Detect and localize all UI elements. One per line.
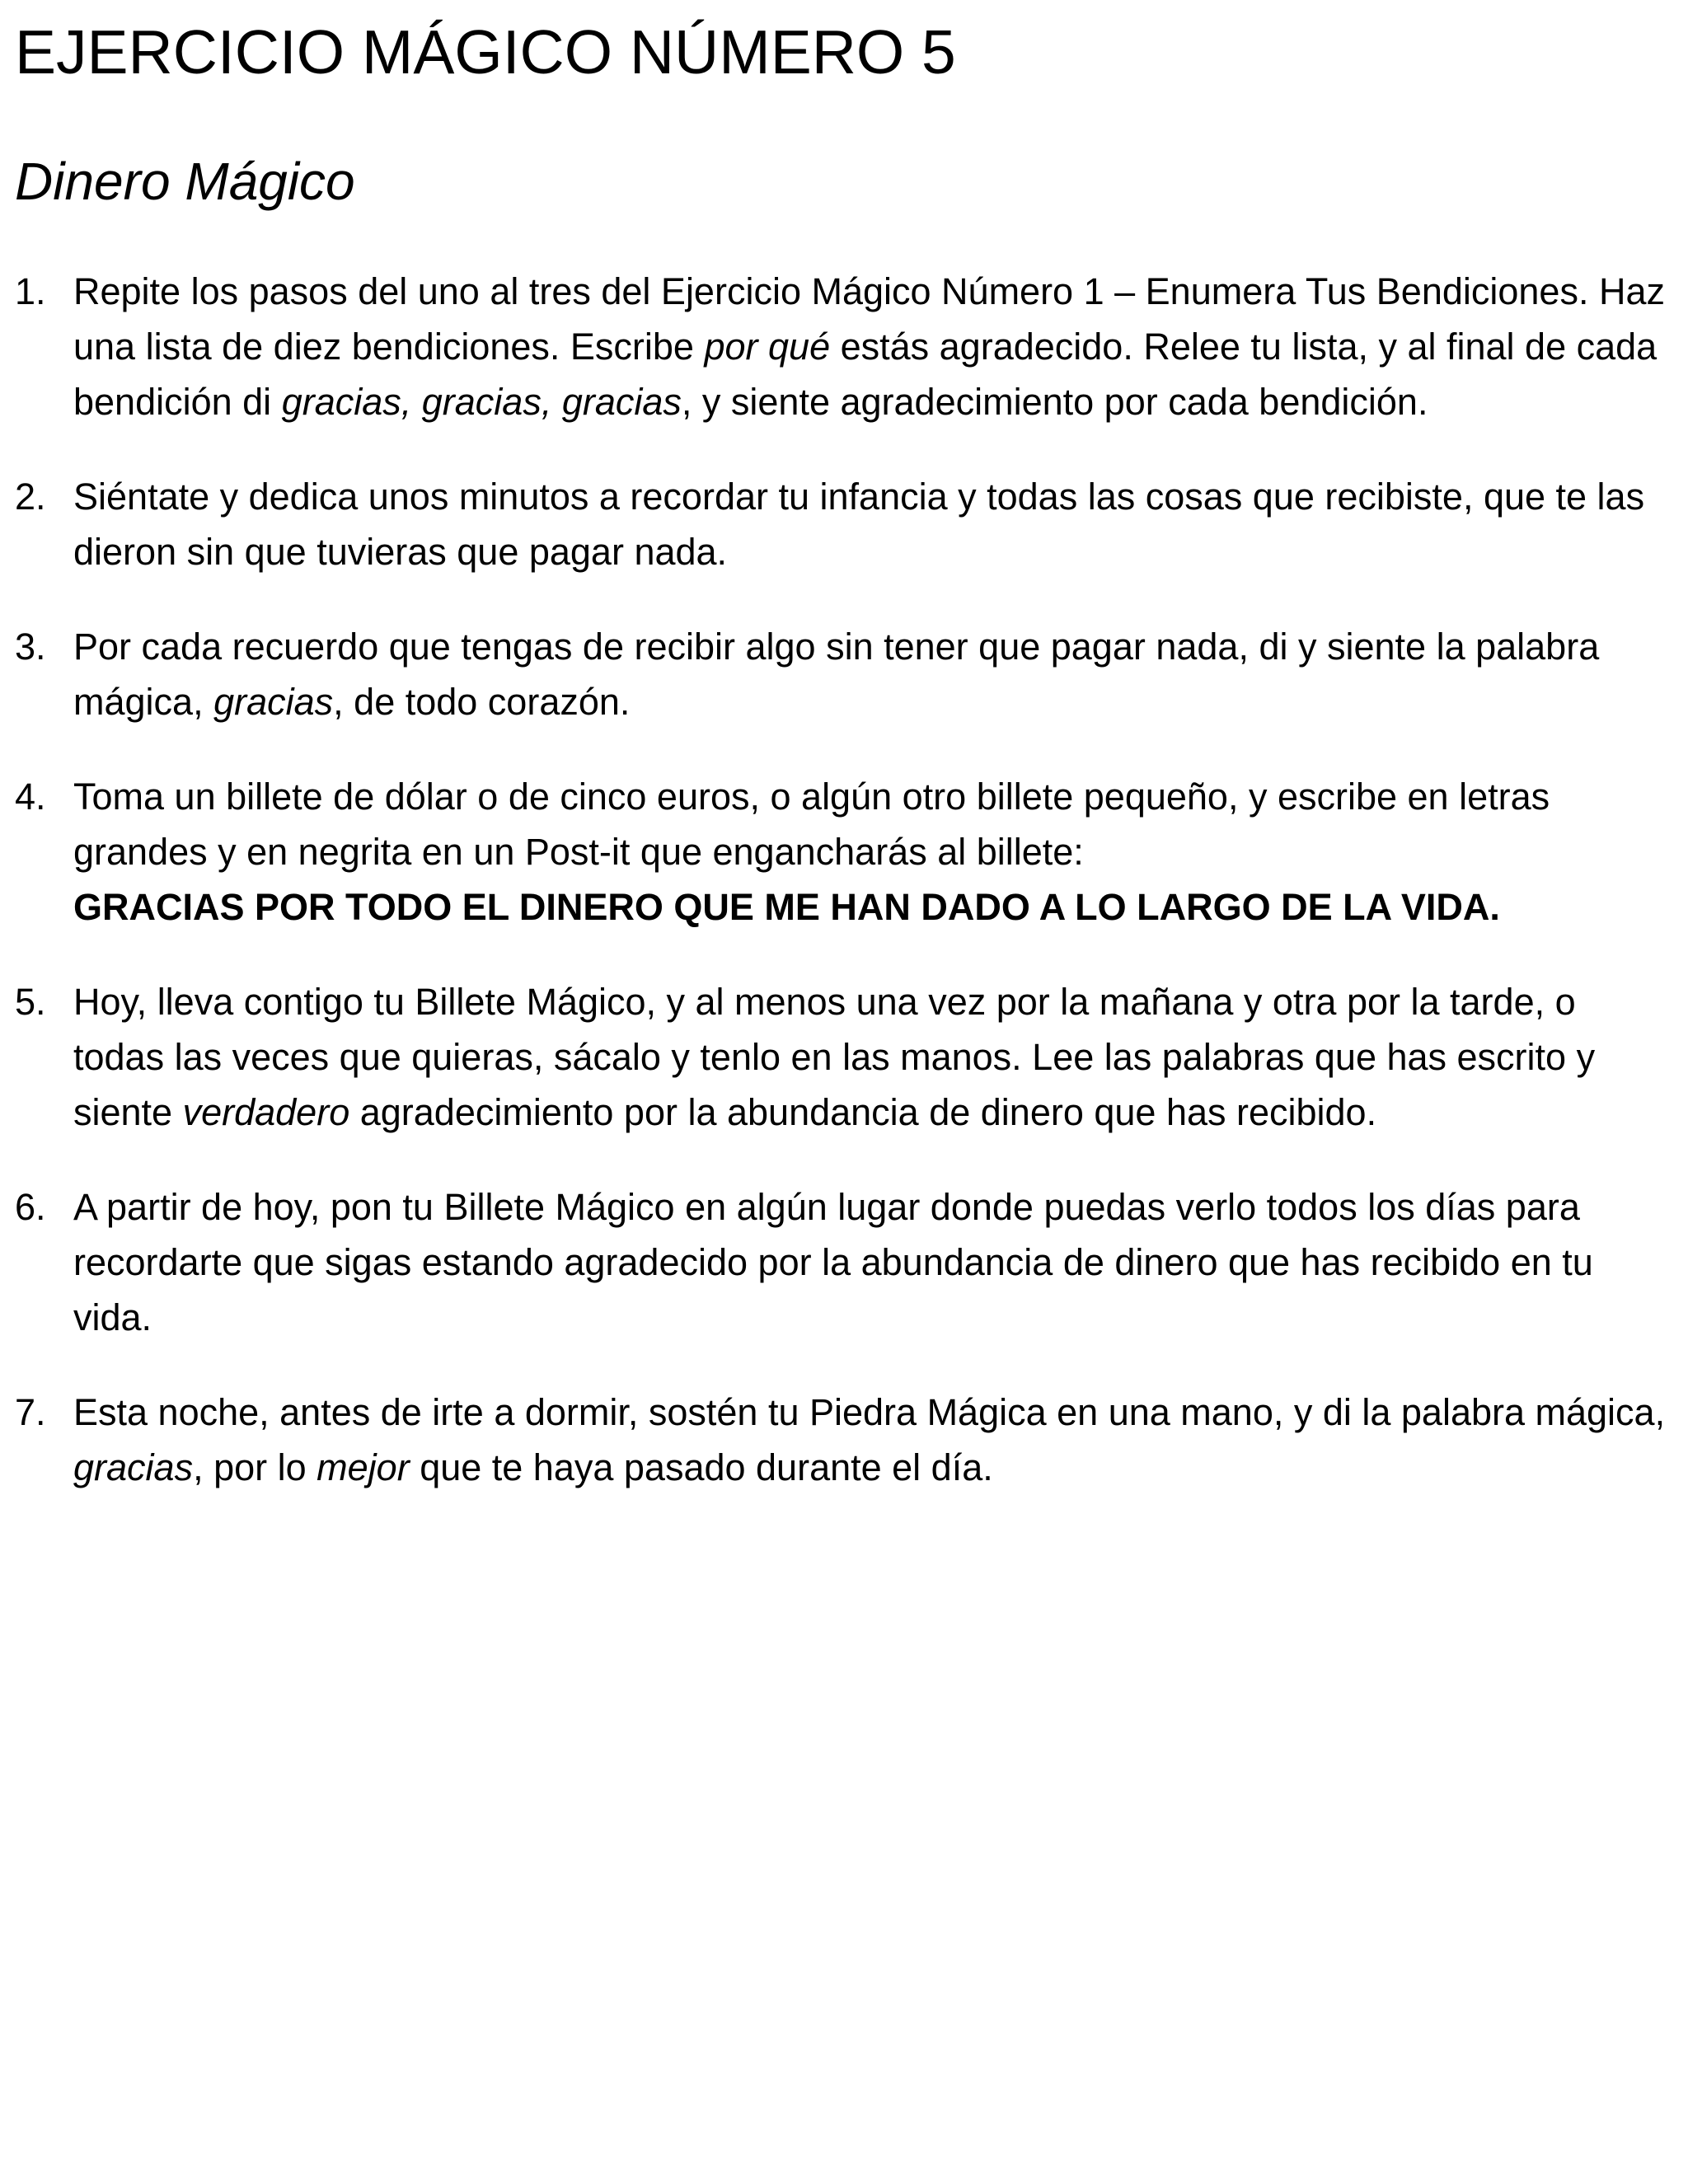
list-item-number: 2. bbox=[15, 476, 46, 518]
list-item-number: 5. bbox=[15, 981, 46, 1023]
emphasis-text: mejor bbox=[316, 1446, 410, 1488]
list-item bbox=[0, 264, 1688, 429]
page-subtitle: Dinero Mágico bbox=[15, 152, 355, 211]
list-item-number: 6. bbox=[15, 1186, 46, 1228]
list-item bbox=[0, 469, 1688, 579]
body-text: , y siente agradecimiento por cada bendición. bbox=[681, 381, 1428, 423]
emphasis-text: por qué bbox=[704, 326, 831, 368]
list-item bbox=[0, 1179, 1688, 1345]
emphasis-text: gracias bbox=[213, 681, 334, 723]
body-text: que te haya pasado durante el día. bbox=[409, 1446, 993, 1488]
body-text: estás agradecido. Relee tu lista, y al final de cada bendición di bbox=[73, 326, 1658, 423]
list-item bbox=[0, 619, 1688, 729]
page-title: EJERCICIO MÁGICO NÚMERO 5 bbox=[15, 17, 956, 87]
list-item-number: 1. bbox=[15, 270, 46, 312]
list-item bbox=[0, 1385, 1688, 1495]
list-item-number: 4. bbox=[15, 776, 46, 818]
list-item-text bbox=[73, 769, 1672, 935]
list-item-text bbox=[73, 619, 1672, 729]
emphasis-text: gracias, gracias, gracias bbox=[281, 381, 682, 423]
body-text: agradecimiento por la abundancia de dinero que has recibido. bbox=[349, 1091, 1377, 1133]
emphasis-text: verdadero bbox=[182, 1091, 350, 1133]
body-text: A partir de hoy, pon tu Billete Mágico en algún lugar donde puedas verlo todos los días para recordarte que sigas estando agradecido por la abundancia de dinero que has recibido en tu vida. bbox=[73, 1186, 1593, 1338]
body-text: Esta noche, antes de irte a dormir, sostén tu Piedra Mágica en una mano, y di la palabra mágica, bbox=[73, 1391, 1666, 1433]
list-item-text bbox=[73, 974, 1672, 1140]
body-text: Siéntate y dedica unos minutos a recordar tu infancia y todas las cosas que recibiste, que te las dieron sin que tuvieras que pagar nada. bbox=[73, 476, 1645, 573]
emphasis-text: gracias bbox=[73, 1446, 194, 1488]
body-text: Toma un billete de dólar o de cinco euros, o algún otro billete pequeño, y escribe en letras grandes y en negrita en un Post-it que engancharás al billete: bbox=[73, 776, 1550, 873]
body-text: , de todo corazón. bbox=[333, 681, 631, 723]
list-item-number: 3. bbox=[15, 626, 46, 668]
list-item-text bbox=[73, 264, 1672, 429]
body-text: Por cada recuerdo que tengas de recibir algo sin tener que pagar nada, di y siente la palabra mágica, bbox=[73, 626, 1600, 723]
body-text: Hoy, lleva contigo tu Billete Mágico, y al menos una vez por la mañana y otra por la tarde, o todas las veces que quieras, sácalo y tenlo en las manos. Lee las palabras que has escrito y siente bbox=[73, 981, 1596, 1133]
list-item bbox=[0, 974, 1688, 1140]
list-item-text bbox=[73, 1179, 1672, 1345]
list-item bbox=[0, 769, 1688, 935]
body-text: , por lo bbox=[193, 1446, 317, 1488]
bold-callout-text: GRACIAS POR TODO EL DINERO QUE ME HAN DADO A LO LARGO DE LA VIDA. bbox=[73, 886, 1500, 928]
list-item-text bbox=[73, 1385, 1672, 1495]
body-text: Repite los pasos del uno al tres del Ejercicio Mágico Número 1 – Enumera Tus Bendiciones. Haz una lista de diez bendiciones. Escribe bbox=[73, 270, 1665, 368]
list-item-number: 7. bbox=[15, 1391, 46, 1433]
steps-list bbox=[0, 264, 1688, 1535]
list-item-text bbox=[73, 469, 1672, 579]
